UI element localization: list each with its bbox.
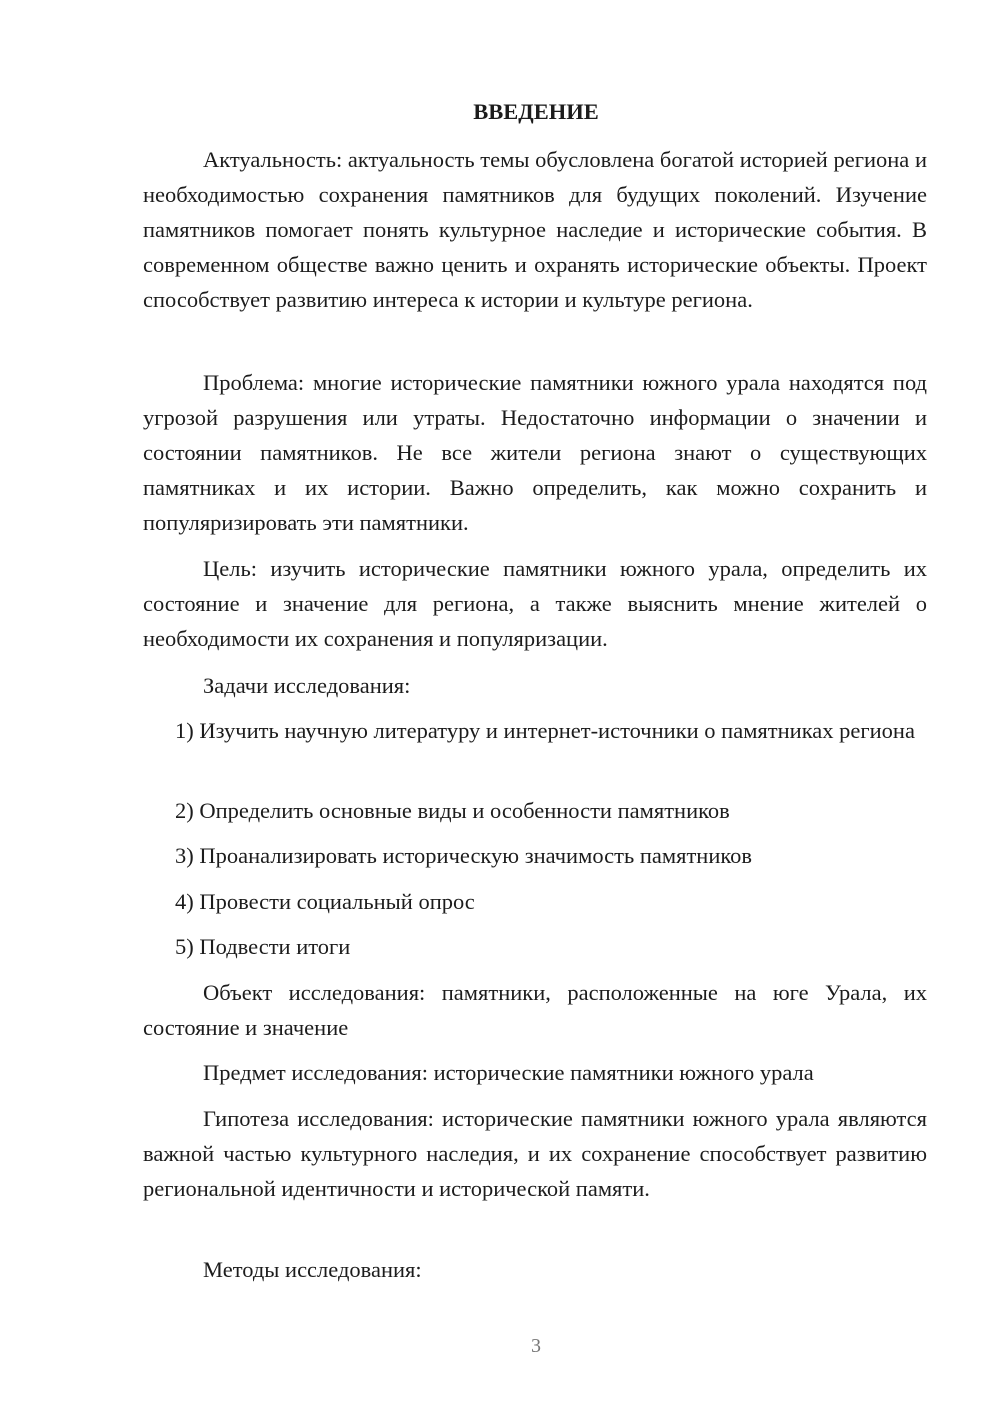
task-item-2: 2) Определить основные виды и особенности памятников [175,798,730,823]
task-item-5: 5) Подвести итоги [175,934,351,959]
page-number: 3 [531,1335,541,1357]
page-title: ВВЕДЕНИЕ [473,99,599,124]
task-item-5-section [143,929,927,964]
tasks-heading-section [143,668,927,703]
subject-paragraph: Предмет исследования: исторические памятники южного урала [203,1060,814,1085]
task-item-1-section [143,713,927,748]
relevance-section [143,142,927,317]
hypothesis-paragraph: Гипотеза исследования: исторические памятники южного урала являются важной частью культурного наследия, и их сохранение способствует развитию региональной идентичности и исторической памяти. [143,1106,927,1201]
goal-paragraph: Цель: изучить исторические памятники южного урала, определить их состояние и значение для региона, а также выяснить мнение жителей о необходимости их сохранения и популяризации. [143,556,927,651]
task-item-1: 1) Изучить научную литературу и интернет-источники о памятниках региона [175,718,915,743]
task-item-2-section [143,793,927,828]
goal-section [143,551,927,656]
task-item-3: 3) Проанализировать историческую значимость памятников [175,843,753,868]
relevance-paragraph: Актуальность: актуальность темы обусловлена богатой историей региона и необходимостью сохранения памятников для будущих поколений. Изучение памятников помогает понять культурное наследие и исторические события. В современном обществе важно ценить и охранять исторические объекты. Проект способствует развитию интереса к истории и культуре региона. [143,147,927,312]
subject-section [143,1055,927,1090]
task-item-4-section [143,884,927,919]
task-item-4: 4) Провести социальный опрос [175,889,475,914]
methods-heading: Методы исследования: [203,1257,422,1282]
object-paragraph: Объект исследования: памятники, расположенные на юге Урала, их состояние и значение [143,980,927,1040]
methods-section [143,1252,927,1287]
problem-section [143,365,927,540]
problem-paragraph: Проблема: многие исторические памятники южного урала находятся под угрозой разрушения или утраты. Недостаточно информации о значении и состоянии памятников. Не все жители региона знают о существующих памятниках и их истории. Важно определить, как можно сохранить и популяризировать эти памятники. [143,370,927,535]
task-item-3-section [143,838,927,873]
tasks-heading: Задачи исследования: [203,673,411,698]
object-section [143,975,927,1045]
hypothesis-section [143,1101,927,1206]
